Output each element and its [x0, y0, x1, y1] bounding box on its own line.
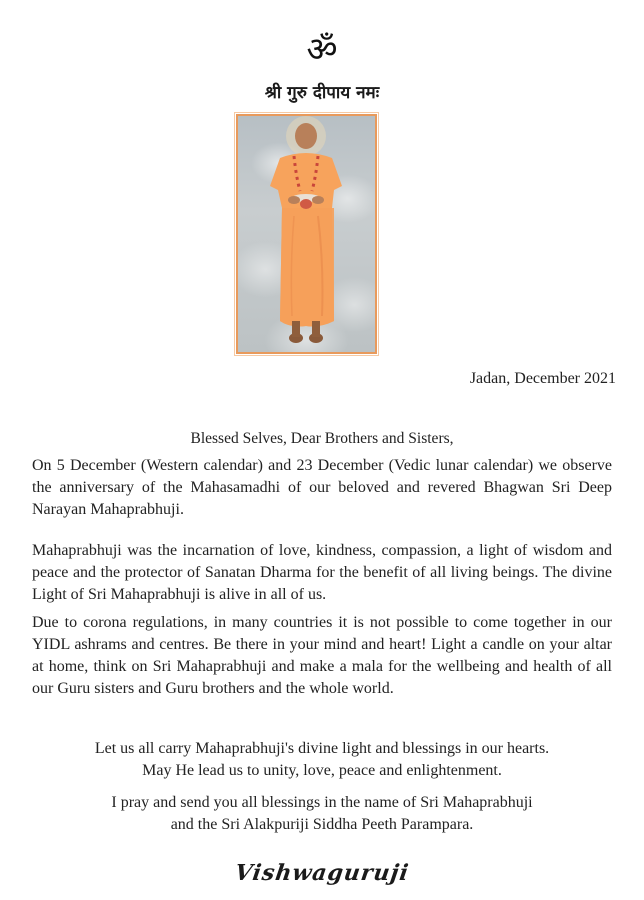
closing-block: [0, 792, 644, 836]
mantra-heading: श्री गुरु दीपाय नमः: [264, 83, 380, 103]
om-symbol: ॐ: [306, 30, 338, 70]
paragraph-anniversary: On 5 December (Western calendar) and 23 December (Vedic lunar calendar) we observe the anniversary of the Mahasamadhi of our beloved and revered Bhagwan Sri Deep Narayan Mahaprabhuji.: [32, 457, 612, 518]
closing-line: I pray and send you all blessings in the name of Sri Mahaprabhuji: [111, 794, 533, 811]
blessing-line: May He lead us to unity, love, peace and enlightenment.: [142, 762, 502, 779]
blessing-block: [0, 738, 644, 782]
portrait-figure: [238, 116, 375, 352]
blessing-line: Let us all carry Mahaprabhuji's divine light and blessings in our hearts.: [94, 740, 550, 757]
place-date: Jadan, December 2021: [469, 370, 616, 387]
portrait-image: [236, 114, 377, 354]
closing-line: and the Sri Alakpuriji Siddha Peeth Parampara.: [170, 816, 474, 833]
salutation: Blessed Selves, Dear Brothers and Sisters,: [190, 430, 454, 447]
signature: Vishwaguruji: [233, 860, 411, 886]
paragraph-mahaprabhuji: Mahaprabhuji was the incarnation of love, kindness, compassion, a light of wisdom and peace and the protector of Sanatan Dharma for the benefit of all living beings. The divine Light of Sri Mahaprabhuji is alive in all of us.: [32, 542, 612, 603]
paragraph-corona: Due to corona regulations, in many countries it is not possible to come together in our YIDL ashrams and centres. Be there in your mind and heart! Light a candle on your altar at home, think on Sri Mahaprabhuji and make a mala for the wellbeing and health of all our Guru sisters and Guru brothers and the whole world.: [32, 614, 612, 697]
